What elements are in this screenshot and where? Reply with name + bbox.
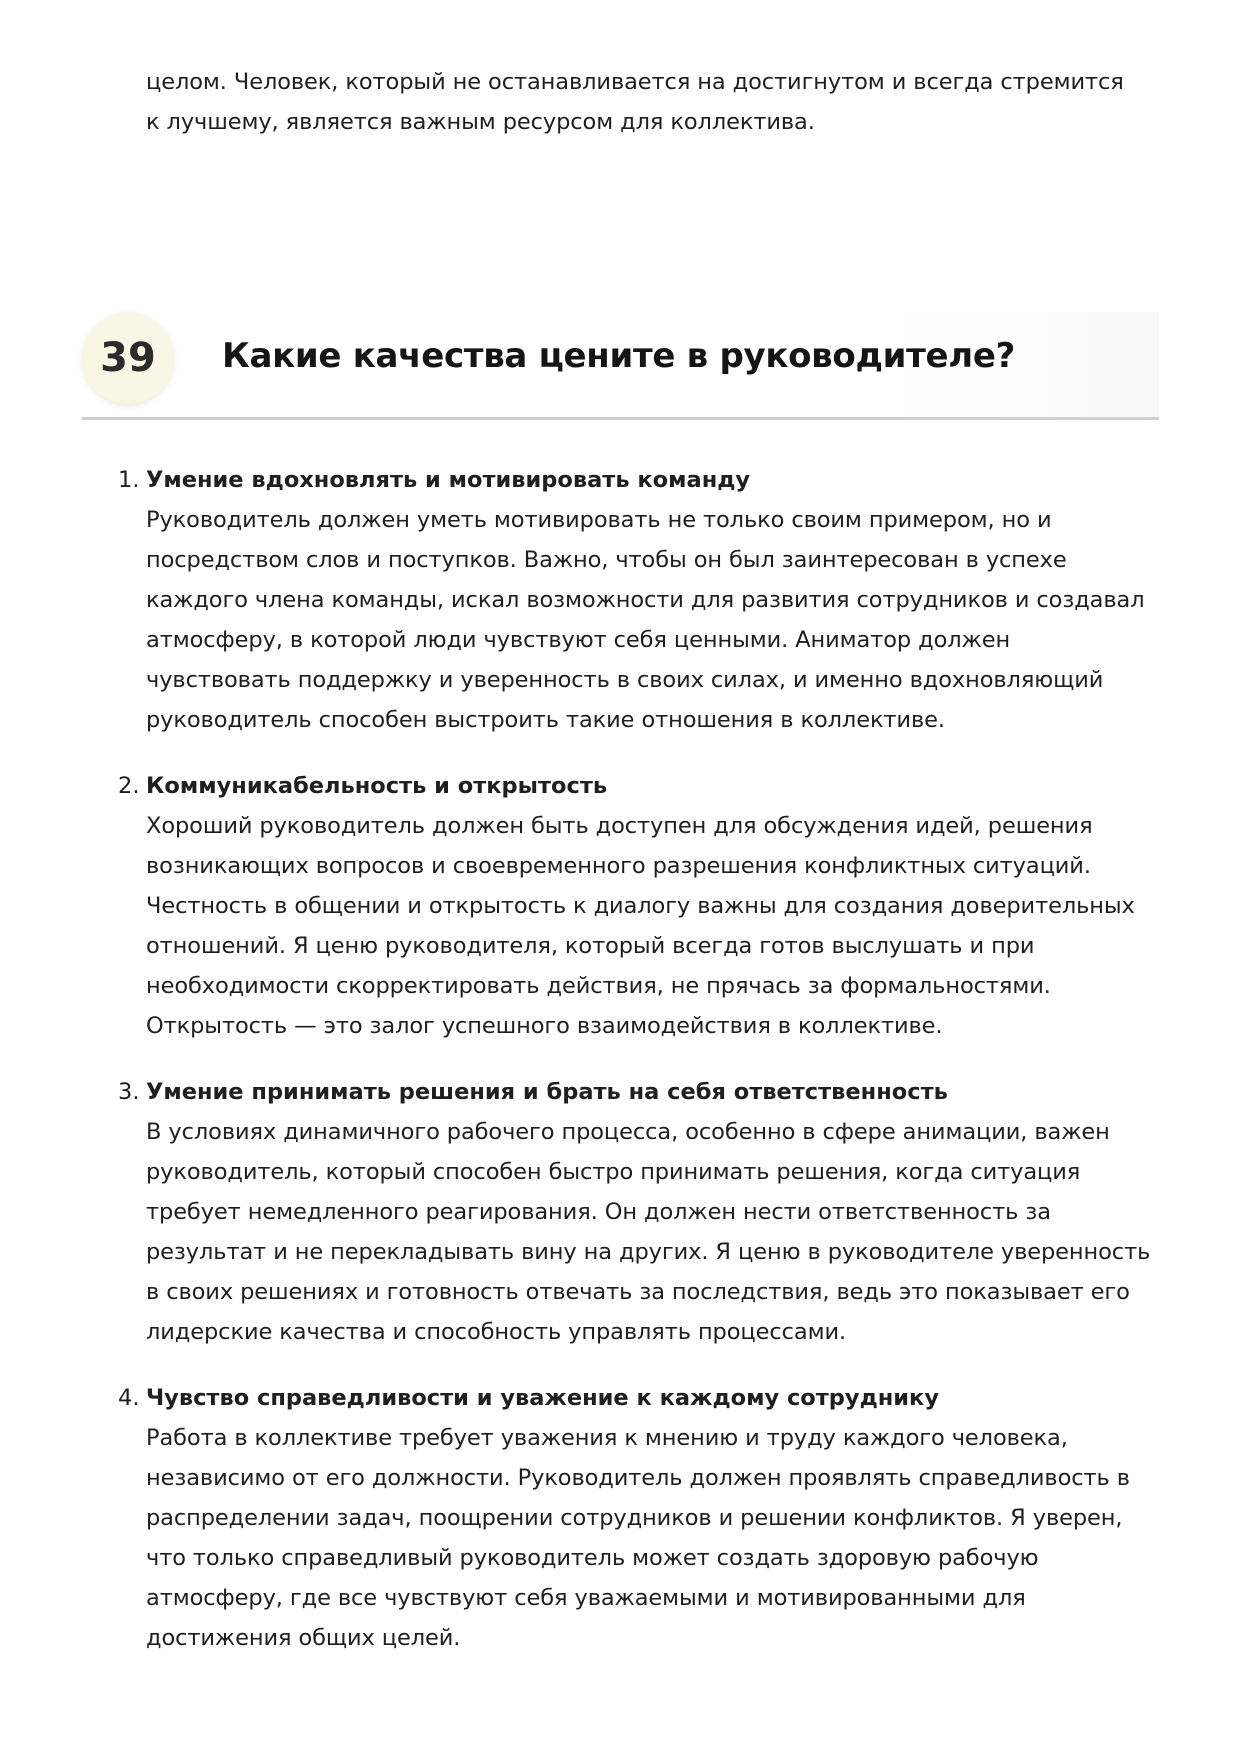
- question-number-badge: 39: [82, 312, 174, 404]
- answer-list: [110, 460, 1160, 1684]
- question-header: [82, 312, 1159, 420]
- answer-text: Хороший руководитель должен быть доступен для обсуждения идей, решения возникающих вопросов и своевременного разрешения конфликтных ситуаций. Честность в общении и открытость к диалогу важны для создания доверительных отношений. Я ценю руководителя, который всегда готов выслушать и при необходимости скорректировать действия, не прячась за формальностями. Открытость — это залог успешного взаимодействия в коллективе.: [146, 813, 1135, 1039]
- answer-number: 2.: [118, 773, 140, 799]
- answer-title: Умение вдохновлять и мотивировать команду: [146, 467, 751, 493]
- answer-text: Работа в коллективе требует уважения к мнению и труду каждого человека, независимо от его должности. Руководитель должен проявлять справедливость в распределении задач, поощрении сотрудников и решении конфликтов. Я уверен, что только справедливый руководитель может создать здоровую рабочую атмосферу, где все чувствуют себя уважаемыми и мотивированными для достижения общих целей.: [146, 1425, 1130, 1651]
- question-title: Какие качества цените в руководителе?: [222, 336, 1016, 376]
- answer-number: 4.: [118, 1385, 140, 1411]
- intro-paragraph: целом. Человек, который не останавливается на достигнутом и всегда стремится к лучшему, является важным ресурсом для коллектива.: [146, 69, 1124, 135]
- answer-title: Коммуникабельность и открытость: [146, 773, 608, 799]
- answer-title: Чувство справедливости и уважение к каждому сотруднику: [146, 1385, 939, 1411]
- answer-number: 1.: [118, 467, 140, 493]
- answer-item: [110, 1378, 1160, 1658]
- answer-item: [110, 1072, 1160, 1352]
- answer-title: Умение принимать решения и брать на себя ответственность: [146, 1079, 948, 1105]
- answer-item: [110, 766, 1160, 1046]
- answer-text: В условиях динамичного рабочего процесса, особенно в сфере анимации, важен руководитель, который способен быстро принимать решения, когда ситуация требует немедленного реагирования. Он должен нести ответственность за результат и не перекладывать вину на других. Я ценю в руководителе уверенность в своих решениях и готовность отвечать за последствия, ведь это показывает его лидерские качества и способность управлять процессами.: [146, 1119, 1151, 1345]
- answer-item: [110, 460, 1160, 740]
- answer-number: 3.: [118, 1079, 140, 1105]
- answer-text: Руководитель должен уметь мотивировать не только своим примером, но и посредством слов и поступков. Важно, чтобы он был заинтересован в успехе каждого члена команды, искал возможности для развития сотрудников и создавал атмосферу, в которой люди чувствуют себя ценными. Аниматор должен чувствовать поддержку и уверенность в своих силах, и именно вдохновляющий руководитель способен выстроить такие отношения в коллективе.: [146, 507, 1145, 733]
